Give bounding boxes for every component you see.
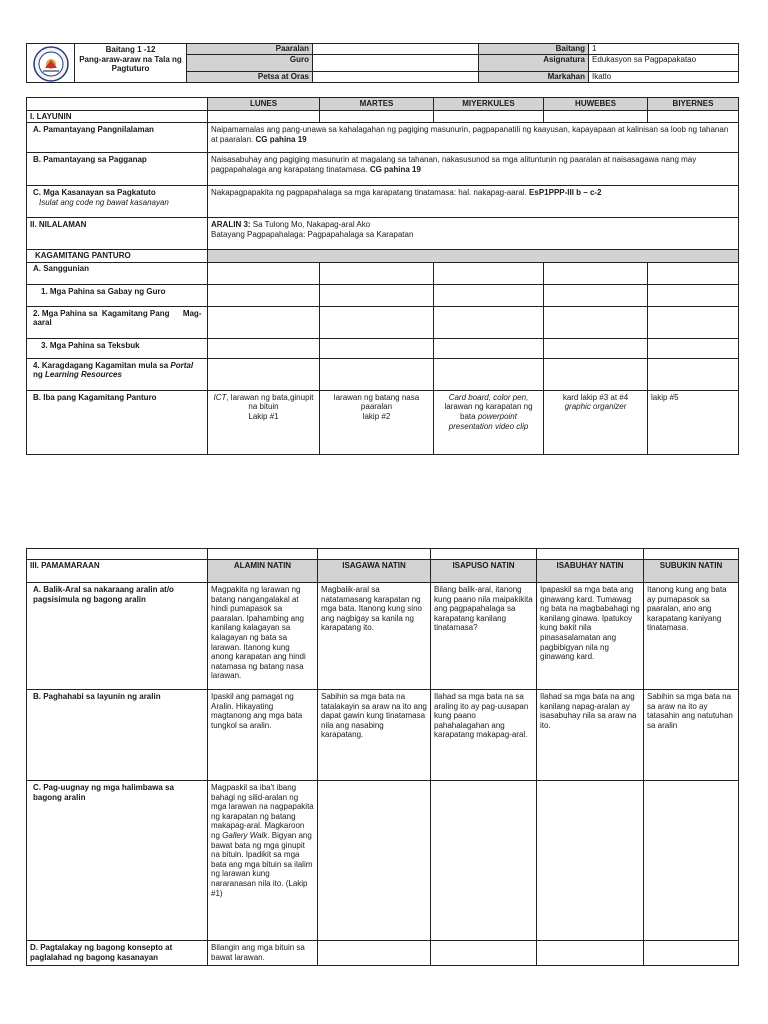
asignatura-value: Edukasyon sa Pagpapakatao xyxy=(589,55,739,72)
layunin-title: I. LAYUNIN xyxy=(27,110,208,123)
iba-pang-kagamitan-label: B. Iba pang Kagamitang Panturo xyxy=(27,390,208,454)
pamantayang-pangnilalaman-label: A. Pamantayang Pangnilalaman xyxy=(27,123,208,153)
doc-title: Pang-araw-araw na Tala ng Pagtuturo xyxy=(79,54,182,74)
kasanayan-label: C. Mga Kasanayan sa Pagkatuto Isulat ang code ng bawat kasanayan xyxy=(27,186,208,218)
paghahabi-isabuhay: Ilahad sa mga bata na ang kanilang napag-aralan ay isasabuhay nila sa araw na ito. xyxy=(537,690,644,781)
paaralan-label: Paaralan xyxy=(187,44,313,55)
kasanayan-text: Nakapagpapakita ng pagpapahalaga sa mga karapatang tinatamasa: hal. nakapag-aaral. EsP1PPP-III b – c-2 xyxy=(208,186,739,218)
teksbuk-label: 3. Mga Pahina sa Teksbuk xyxy=(27,338,208,358)
sanggunian-label: A. Sanggunian xyxy=(27,262,208,284)
paghahabi-label: B. Paghahabi sa layunin ng aralin xyxy=(27,690,208,781)
pag-uugnay-label: C. Pag-uugnay ng mga halimbawa sa bagong aralin xyxy=(27,781,208,941)
kagamitang-mag-aaral-label: 2. Mga Pahina sa Kagamitang Pang Mag-aaral xyxy=(27,306,208,338)
balik-aral-isapuso: Bilang balik-aral, itanong kung paano nila maipakikita ang pagpapahalaga sa karapatang kanilang tinatamasa? xyxy=(431,583,537,690)
pamantayang-pagganap-label: B. Pamantayang sa Pagganap xyxy=(27,153,208,186)
day-huwebes: HUWEBES xyxy=(544,98,648,111)
pamantayang-pagganap-text: Naisasabuhay ang pagiging masunurin at magalang sa tahanan, nakasusunod sa mga alituntunin ng paaralan at naisasagawa nang may pagpapahalaga ang karapatang tinatamasa. CG pahina 19 xyxy=(208,153,739,186)
balik-aral-isagawa: Magbalik-aral sa natatamasang karapatan ng mga bata. Itanong kung sino ang nagbigay sa kanila ng karapatang ito. xyxy=(318,583,431,690)
grade-range: Baitang 1 -12 xyxy=(105,45,156,54)
balik-aral-subukin: Itanong kung ang bata ay pumapasok sa paaralan, ano ang karapatang kaniyang tinatamasa. xyxy=(644,583,739,690)
paghahabi-isagawa: Sabihin sa mga bata na tatalakayin sa araw na ito ang dapat gawin kung tinatamasa nila ang nasabing karapatang. xyxy=(318,690,431,781)
pamamaraan-title: III. PAMAMARAAN xyxy=(27,560,208,583)
nilalaman-text: ARALIN 3: Sa Tulong Mo, Nakapag-aral Ako Batayang Pagpapahalaga: Pagpapahalaga sa Karapatan xyxy=(208,218,739,250)
pagtalakay-alamin: Bilangin ang mga bituin sa bawat larawan. xyxy=(208,941,318,966)
header-title-cell xyxy=(75,44,187,83)
paaralan-field[interactable] xyxy=(313,44,479,55)
markahan-label: Markahan xyxy=(479,72,589,83)
kagamitan-lunes: ICT, larawan ng bata,ginupit na bituin Lakip #1 xyxy=(208,390,320,454)
layunin-table xyxy=(26,97,739,455)
paghahabi-isapuso: Ilahad sa mga bata na sa araling ito ay pag-uusapan kung paano pahahalagahan ang karapatang makapag-aral. xyxy=(431,690,537,781)
pamantayang-pangnilalaman-text: Naipamamalas ang pang-unawa sa kahalagahan ng pagiging masunurin, pagpapanatili ng kaayusan, kapayapaan at kalinisan sa loob ng tahanan at paaralan. CG pahina 19 xyxy=(208,123,739,153)
col-alamin: ALAMIN NATIN xyxy=(208,560,318,583)
col-subukin: SUBUKIN NATIN xyxy=(644,560,739,583)
day-miyerkules: MIYERKULES xyxy=(434,98,544,111)
day-martes: MARTES xyxy=(320,98,434,111)
day-lunes: LUNES xyxy=(208,98,320,111)
col-isabuhay: ISABUHAY NATIN xyxy=(537,560,644,583)
kagamitan-huwebes: kard lakip #3 at #4 graphic organizer xyxy=(544,390,648,454)
petsa-label: Petsa at Oras xyxy=(187,72,313,83)
karagdagang-kagamitan-label: 4. Karagdagang Kagamitan mula sa Portal ng Learning Resources xyxy=(27,358,208,390)
gabay-guro-label: 1. Mga Pahina sa Gabay ng Guro xyxy=(27,284,208,306)
balik-aral-isabuhay: Ipapaskil sa mga bata ang ginawang kard. Tumawag ng bata na magbabahagi ng kanilang ginawa. Ipatukoy kung bakit nila pinasasalamatan ang pagbibigyan nila ng ginawang kard. xyxy=(537,583,644,690)
day-biyernes: BIYERNES xyxy=(648,98,739,111)
paghahabi-subukin: Sabihin sa mga bata na sa araw na ito ay tatasahin ang natutuhan sa aralin xyxy=(644,690,739,781)
pagtalakay-label: D. Pagtalakay ng bagong konsepto at paglalahad ng bagong kasanayan xyxy=(27,941,208,966)
nilalaman-title: II. NILALAMAN xyxy=(27,218,208,250)
guro-field[interactable] xyxy=(313,55,479,72)
header-table xyxy=(26,43,739,83)
col-isagawa: ISAGAWA NATIN xyxy=(318,560,431,583)
baitang-value: 1 xyxy=(589,44,739,55)
guro-label: Guro xyxy=(187,55,313,72)
kagamitan-miyerkules: Card board, color pen, larawan ng karapatan ng bata powerpoint presentation video clip xyxy=(434,390,544,454)
kagamitan-biyernes: lakip #5 xyxy=(648,390,739,454)
asignatura-label: Asignatura xyxy=(479,55,589,72)
baitang-label: Baitang xyxy=(479,44,589,55)
kagamitan-martes: larawan ng batang nasa paaralan lakip #2 xyxy=(320,390,434,454)
paghahabi-alamin: Ipaskil ang pamagat ng Aralin. Hikayating magtanong ang mga bata tungkol sa aralin. xyxy=(208,690,318,781)
balik-aral-alamin: Magpakita ng larawan ng batang nangangalakal at hindi pumapasok sa paaralan. Ipahambing ang kanilang kalagayan sa kalagayan ng bata sa larawan. Itanong kung anong karapatan ang hindi natamasa ng batang nasa larawan. xyxy=(208,583,318,690)
balik-aral-label: A. Balik-Aral sa nakaraang aralin at/o pagsisimula ng bagong aralin xyxy=(27,583,208,690)
col-isapuso: ISAPUSO NATIN xyxy=(431,560,537,583)
kagamitan-title: KAGAMITANG PANTURO xyxy=(27,250,208,263)
deped-seal-icon xyxy=(33,46,69,82)
markahan-value: Ikatlo xyxy=(589,72,739,83)
pamamaraan-table xyxy=(26,548,739,966)
deped-seal-cell xyxy=(27,44,75,83)
petsa-field[interactable] xyxy=(313,72,479,83)
pag-uugnay-alamin: Magpaskil sa iba't ibang bahagi ng silid-aralan ng mga larawan na nagpapakita ng karapatan ng batang makapag-aral. Magkaroon ng Gallery Walk. Bigyan ang bawat bata ng mga ginupit na bituin. Ipadikit sa mga bata ang mga bituin sa ilalim ng larawan kung nararanasan nila ito. (Lakip #1) xyxy=(208,781,318,941)
